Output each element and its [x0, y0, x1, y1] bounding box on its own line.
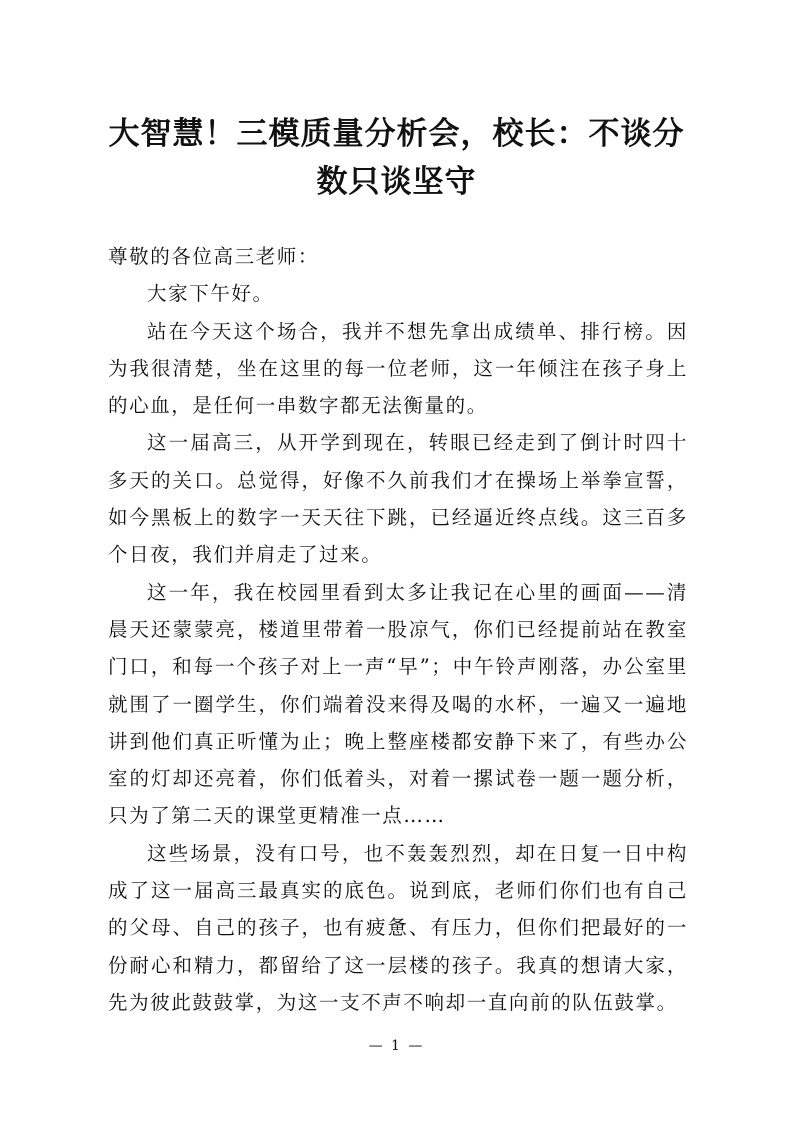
paragraph-3: 这一年，我在校园里看到太多让我记在心里的画面——清晨天还蒙蒙亮，楼道里带着一股凉气，你们已经提前站在教室门口，和每一个孩子对上一声“早”；中午铃声刚落，办公室里就围了一圈学生，你们端着没来得及喝的水杯，一遍又一遍地讲到他们真正听懂为止；晚上整座楼都安静下来了，有些办公室的灯却还亮着，你们低着头，对着一摞试卷一题一题分析，只为了第二天的课堂更精准一点…… — [108, 580, 688, 828]
document-title — [100, 110, 693, 206]
paragraph-1: 站在今天这个场合，我并不想先拿出成绩单、排行榜。因为我很清楚，坐在这里的每一位老师，这一年倾注在孩子身上的心血，是任何一串数字都无法衡量的。 — [108, 319, 688, 418]
paragraph-4: 这些场景，没有口号，也不轰轰烈烈，却在日复一日中构成了这一届高三最真实的底色。说到底，老师们你们也有自己的父母、自己的孩子，也有疲惫、有压力，但你们把最好的一份耐心和精力，都留给了这一层楼的孩子。我真的想请大家，先为彼此鼓鼓掌，为这一支不声不响却一直向前的队伍鼓掌。 — [108, 841, 688, 1014]
page-number: — 1 — — [368, 1038, 425, 1054]
title-line-1: 大智慧！三模质量分析会，校长：不谈分 — [108, 116, 685, 152]
document-body — [108, 238, 688, 1021]
salutation: 尊敬的各位高三老师： — [108, 245, 320, 268]
paragraph-greeting: 大家下午好。 — [147, 282, 274, 306]
title-line-2: 数只谈坚守 — [316, 164, 477, 200]
paragraph-2: 这一届高三，从开学到现在，转眼已经走到了倒计时四十多天的关口。总觉得，好像不久前我们才在操场上举拳宣誓，如今黑板上的数字一天天往下跳，已经逼近终点线。这三百多个日夜，我们并肩走了过来。 — [108, 431, 688, 567]
